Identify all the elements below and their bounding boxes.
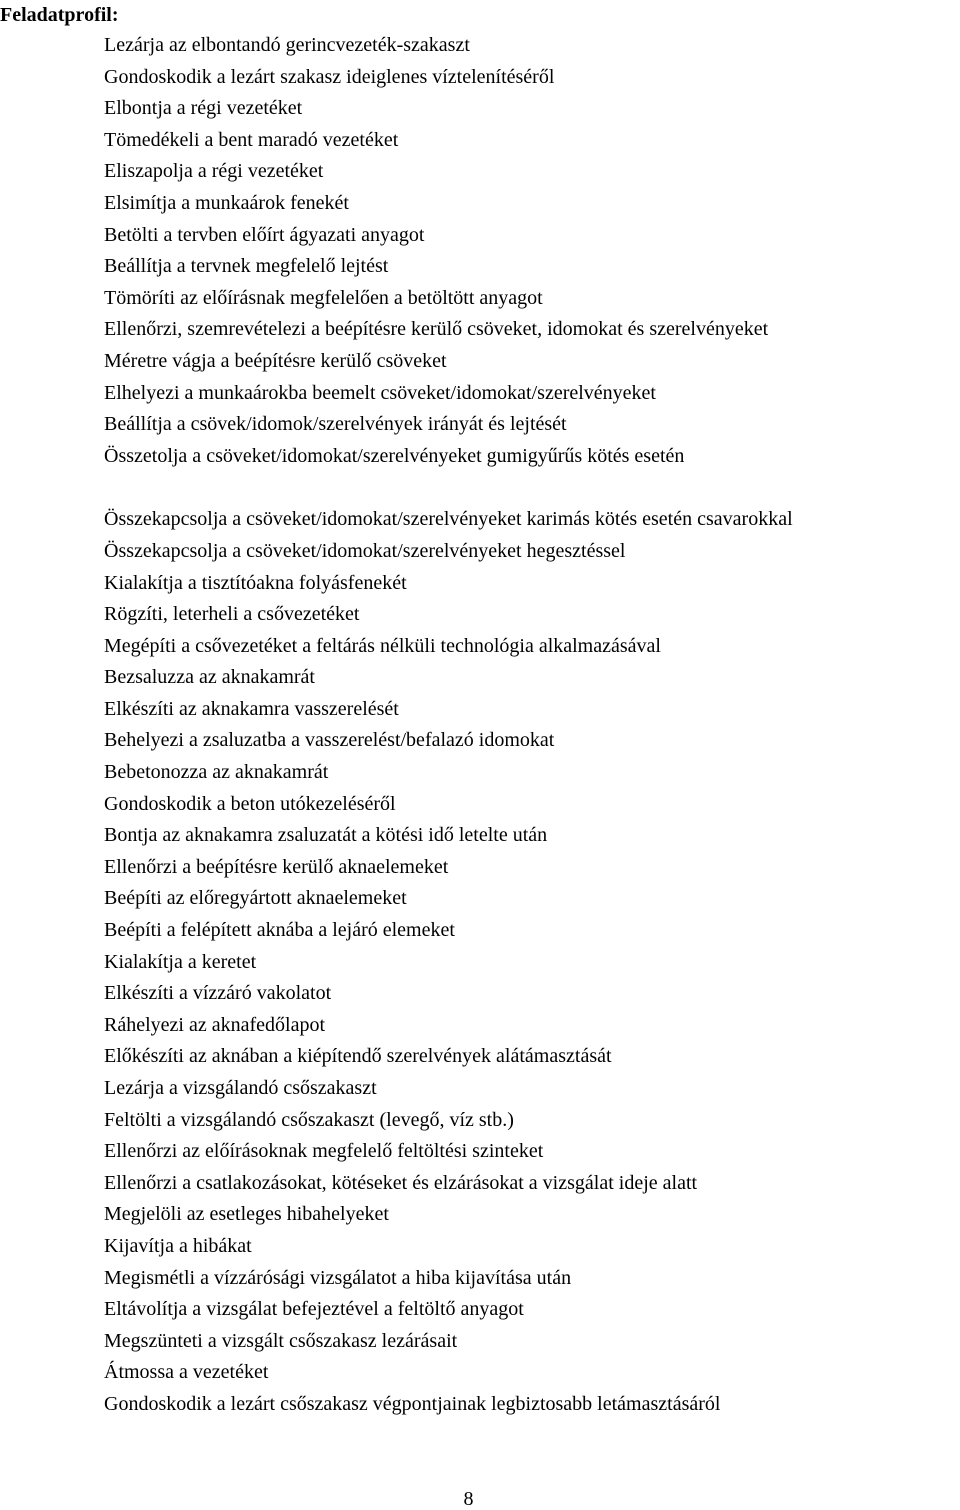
task-item: Bebetonozza az aknakamrát (104, 761, 329, 784)
task-item: Beállítja a tervnek megfelelő lejtést (104, 255, 389, 278)
task-item: Feltölti a vizsgálandó csőszakaszt (levegő, víz stb.) (104, 1108, 514, 1131)
task-item: Kialakítja a tisztítóakna folyásfenekét (104, 571, 407, 594)
task-item: Összekapcsolja a csöveket/idomokat/szerelvényeket hegesztéssel (104, 539, 626, 562)
task-item: Ellenőrzi, szemrevételezi a beépítésre kerülő csöveket, idomokat és szerelvényeket (104, 318, 769, 341)
task-item: Megszünteti a vizsgált csőszakasz lezárásait (104, 1329, 458, 1352)
task-item: Ellenőrzi a beépítésre kerülő aknaelemeket (104, 855, 449, 878)
task-item: Lezárja az elbontandó gerincvezeték-szakaszt (104, 34, 470, 56)
task-item: Megépíti a csővezetéket a feltárás nélküli technológia alkalmazásával (104, 634, 661, 657)
task-item: Ellenőrzi az előírásoknak megfelelő feltöltési szinteket (104, 1140, 544, 1163)
task-item: Behelyezi a zsaluzatba a vasszerelést/befalazó idomokat (104, 729, 555, 752)
task-item: Kijavítja a hibákat (104, 1234, 252, 1257)
task-item: Elhelyezi a munkaárokba beemelt csöveket/idomokat/szerelvényeket (104, 381, 656, 404)
task-list (104, 30, 793, 1421)
task-item: Gondoskodik a lezárt szakasz ideiglenes víztelenítéséről (104, 65, 555, 88)
task-item: Elkészíti a vízzáró vakolatot (104, 982, 332, 1005)
task-item: Megjelöli az esetleges hibahelyeket (104, 1203, 389, 1226)
task-item: Tömöríti az előírásnak megfelelően a betöltött anyagot (104, 286, 543, 309)
task-item: Bontja az aknakamra zsaluzatát a kötési idő letelte után (104, 824, 548, 847)
task-item: Megismétli a vízzárósági vizsgálatot a hiba kijavítása után (104, 1266, 572, 1289)
task-item: Gondoskodik a beton utókezeléséről (104, 792, 396, 815)
task-item: Eltávolítja a vizsgálat befejeztével a feltöltő anyagot (104, 1298, 524, 1321)
task-item: Összekapcsolja a csöveket/idomokat/szerelvényeket karimás kötés esetén csavarokkal (104, 508, 793, 531)
task-item: Kialakítja a keretet (104, 950, 257, 973)
task-item: Ráhelyezi az aknafedőlapot (104, 1013, 325, 1036)
task-item: Eliszapolja a régi vezetéket (104, 160, 324, 183)
task-item: Beállítja a csövek/idomok/szerelvények irányát és lejtését (104, 413, 567, 436)
task-item: Lezárja a vizsgálandó csőszakaszt (104, 1077, 377, 1099)
task-item: Elsimítja a munkaárok fenekét (104, 191, 349, 214)
task-item: Elkészíti az aknakamra vasszerelését (104, 697, 399, 720)
task-item: Összetolja a csöveket/idomokat/szerelvényeket gumigyűrűs kötés esetén (104, 444, 685, 467)
task-item: Átmossa a vezetéket (104, 1361, 269, 1384)
task-item: Beépíti a felépített aknába a lejáró elemeket (104, 919, 455, 942)
task-item: Tömedékeli a bent maradó vezetéket (104, 128, 399, 151)
task-item: Előkészíti az aknában a kiépítendő szerelvények alátámasztását (104, 1045, 612, 1068)
section-heading: Feladatprofil: (0, 4, 119, 26)
task-item: Gondoskodik a lezárt csőszakasz végpontjainak legbiztosabb letámasztásáról (104, 1392, 721, 1415)
task-item: Betölti a tervben előírt ágyazati anyagot (104, 223, 425, 246)
task-item: Elbontja a régi vezetéket (104, 97, 303, 120)
page-number: 8 (463, 1488, 474, 1510)
task-item: Rögzíti, leterheli a csővezetéket (104, 603, 360, 626)
task-item: Beépíti az előregyártott aknaelemeket (104, 887, 407, 910)
task-item: Ellenőrzi a csatlakozásokat, kötéseket és elzárásokat a vizsgálat ideje alatt (104, 1171, 698, 1194)
task-item: Bezsaluzza az aknakamrát (104, 666, 315, 689)
task-item: Méretre vágja a beépítésre kerülő csöveket (104, 349, 447, 372)
